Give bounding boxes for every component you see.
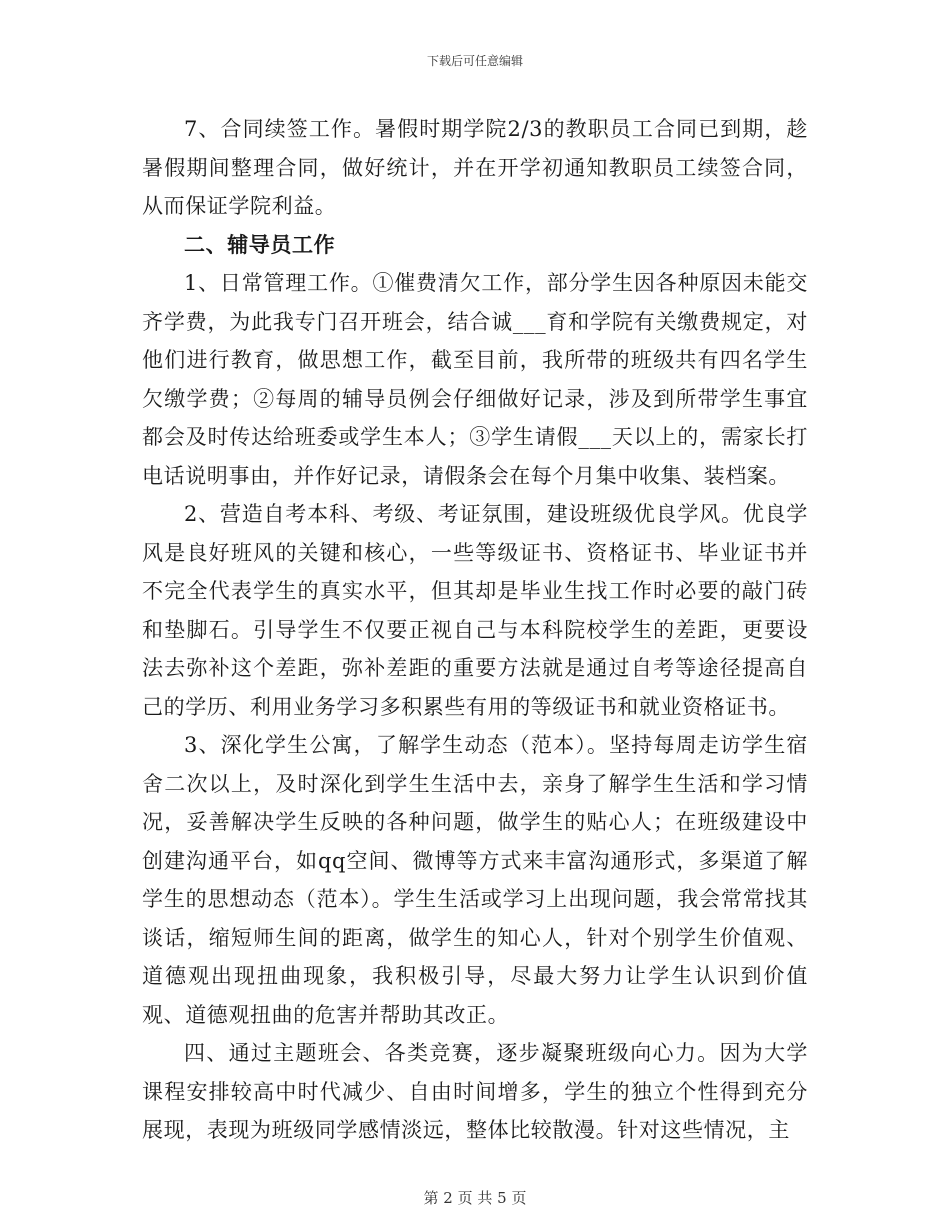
paragraph-daily-management: 1、日常管理工作。①催费清欠工作，部分学生因各种原因未能交齐学费，为此我专门召开班会，结合诚___育和学院有关缴费规定，对他们进行教育，做思想工作，截至目前，我所带的班级共有四名学生欠缴学费；②每周的辅导员例会仔细做好记录，涉及到所带学生事宜都会及时传达给班委或学生本人；③学生请假___天以上的，需家长打电话说明事由，并作好记录，请假条会在每个月集中收集、装档案。: [142, 271, 808, 488]
paragraph-student-dormitory: 3、深化学生公寓，了解学生动态（范本）。坚持每周走访学生宿舍二次以上，及时深化到学生生活中去，亲身了解学生生活和学习情况，妥善解决学生反映的各种问题，做学生的贴心人；在班级建设中创建沟通平台，如qq空间、微博等方式来丰富沟通形式，多渠道了解学生的思想动态（范本）。学生生活或学习上出现问题，我会常常找其谈话，缩短师生间的距离，做学生的知心人，针对个别学生价值观、道德观出现扭曲现象，我积极引导，尽最大努力让学生认识到价值观、道德观扭曲的危害并帮助其改正。: [142, 733, 808, 1027]
page-header: 下载后可任意编辑: [426, 54, 523, 68]
paragraph-class-cohesion: 四、通过主题班会、各类竞赛，逐步凝聚班级向心力。因为大学课程安排较高中时代减少、自由时间增多，学生的独立个性得到充分展现，表现为班级同学感情淡远，整体比较散漫。针对这些情况，主: [142, 1041, 808, 1142]
section-heading-counselor-work: 二、辅导员工作: [184, 232, 336, 257]
document-body: [142, 110, 808, 1150]
paragraph-study-atmosphere: 2、营造自考本科、考级、考证氛围，建设班级优良学风。优良学风是良好班风的关键和核心，一些等级证书、资格证书、毕业证书并不完全代表学生的真实水平，但其却是毕业生找工作时必要的敲门砖和垫脚石。引导学生不仅要正视自己与本科院校学生的差距，更要设法去弥补这个差距，弥补差距的重要方法就是通过自考等途径提高自己的学历、利用业务学习多积累些有用的等级证书和就业资格证书。: [142, 502, 808, 719]
page-number: 第 2 页 共 5 页: [423, 1189, 527, 1207]
paragraph-contract-renewal: 7、合同续签工作。暑假时期学院2/3的教职员工合同已到期，趁暑假期间整理合同，做好统计，并在开学初通知教职员工续签合同，从而保证学院利益。: [142, 117, 808, 218]
